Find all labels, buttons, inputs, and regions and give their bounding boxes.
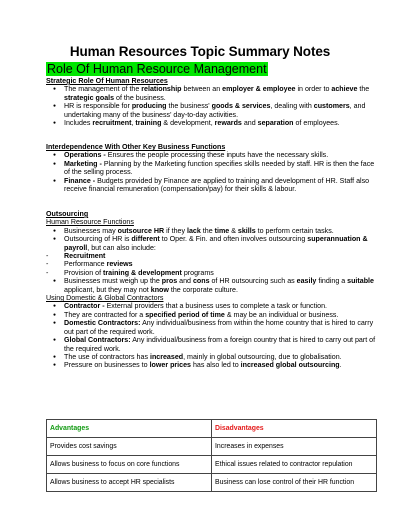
list-item: ● Outsourcing of HR is different to Oper. & Fin. and often involves outsourcing superannuation & payroll, but can also include: [46, 235, 376, 252]
table-cell: Provides cost savings [47, 438, 212, 456]
list-item: ● Domestic Contractors: Any individual/business from within the home country that is hired to carry out part of the required work. [46, 319, 376, 336]
contractors-list [46, 302, 376, 369]
list-item: ● Businesses must weigh up the pros and cons of HR outsourcing such as easily finding a suitable applicant, but they may not know the corporate culture. [46, 277, 376, 294]
strategic-role-list [46, 85, 376, 127]
contractors-subheading: Using Domestic & Global Contractors [46, 294, 164, 303]
hr-functions-list [46, 227, 376, 294]
table-row [47, 438, 377, 456]
table-cell: Allows business to accept HR specialists [47, 474, 212, 492]
list-item: ● The management of the relationship between an employer & employee in order to achieve the strategic goals of the business. [46, 85, 376, 102]
section-heading: Role Of Human Resource Management [47, 62, 267, 76]
list-item: ● Marketing - Planning by the Marketing function specifies skills needed by staff. HR is then the face of the selling process. [46, 160, 376, 177]
list-item: ● Finance - Budgets provided by Finance are applied to training and development of HR. Staff also receive financial remuneration (compensation/pay) for their skills & labour. [46, 177, 376, 194]
table-row [47, 456, 377, 474]
list-item: ● Operations - Ensures the people processing these inputs have the necessary skills. [46, 151, 376, 159]
dash-item: - Recruitment [46, 252, 376, 260]
dash-item: - Performance reviews [46, 260, 376, 268]
list-item: ● Pressure on businesses to lower prices has also led to increased global outsourcing. [46, 361, 376, 369]
outsourcing-section [46, 210, 376, 370]
dash-item: - Provision of training & development programs [46, 269, 376, 277]
table-header-row [47, 420, 377, 438]
table-row [47, 474, 377, 492]
disadvantages-header: Disadvantages [212, 420, 377, 438]
list-item: ● The use of contractors has increased, mainly in global outsourcing, due to globalisation. [46, 353, 376, 361]
strategic-role-heading: Strategic Role Of Human Resources [46, 77, 168, 85]
list-item: ● Global Contractors: Any individual/business from a foreign country that is hired to carry out part of the required work. [46, 336, 376, 353]
list-item: ● They are contracted for a specified period of time & may be an individual or business. [46, 311, 376, 319]
pros-cons-table [46, 419, 377, 492]
list-item: ● Businesses may outsource HR if they lack the time & skills to perform certain tasks. [46, 227, 376, 235]
table-cell: Business can lose control of their HR function [212, 474, 377, 492]
interdependence-list [46, 151, 376, 193]
strategic-role-section [46, 77, 376, 127]
page-title: Human Resources Topic Summary Notes [69, 44, 331, 59]
interdependence-section [46, 143, 376, 193]
list-item: ● HR is responsible for producing the business' goods & services, dealing with customers, and undertaking many of the business' day-to-day activities. [46, 102, 376, 119]
interdependence-heading: Interdependence With Other Key Business Functions [46, 143, 226, 151]
advantages-header: Advantages [47, 420, 212, 438]
hr-functions-subheading: Human Resource Functions [46, 218, 134, 227]
table-cell: Allows business to focus on core functions [47, 456, 212, 474]
outsourcing-heading: Outsourcing [46, 210, 89, 218]
list-item: ● Includes recruitment, training & development, rewards and separation of employees. [46, 119, 376, 127]
table-cell: Increases in expenses [212, 438, 377, 456]
table-cell: Ethical issues related to contractor repulation [212, 456, 377, 474]
list-item: ● Contractor - External providers that a business uses to complete a task or function. [46, 302, 376, 310]
